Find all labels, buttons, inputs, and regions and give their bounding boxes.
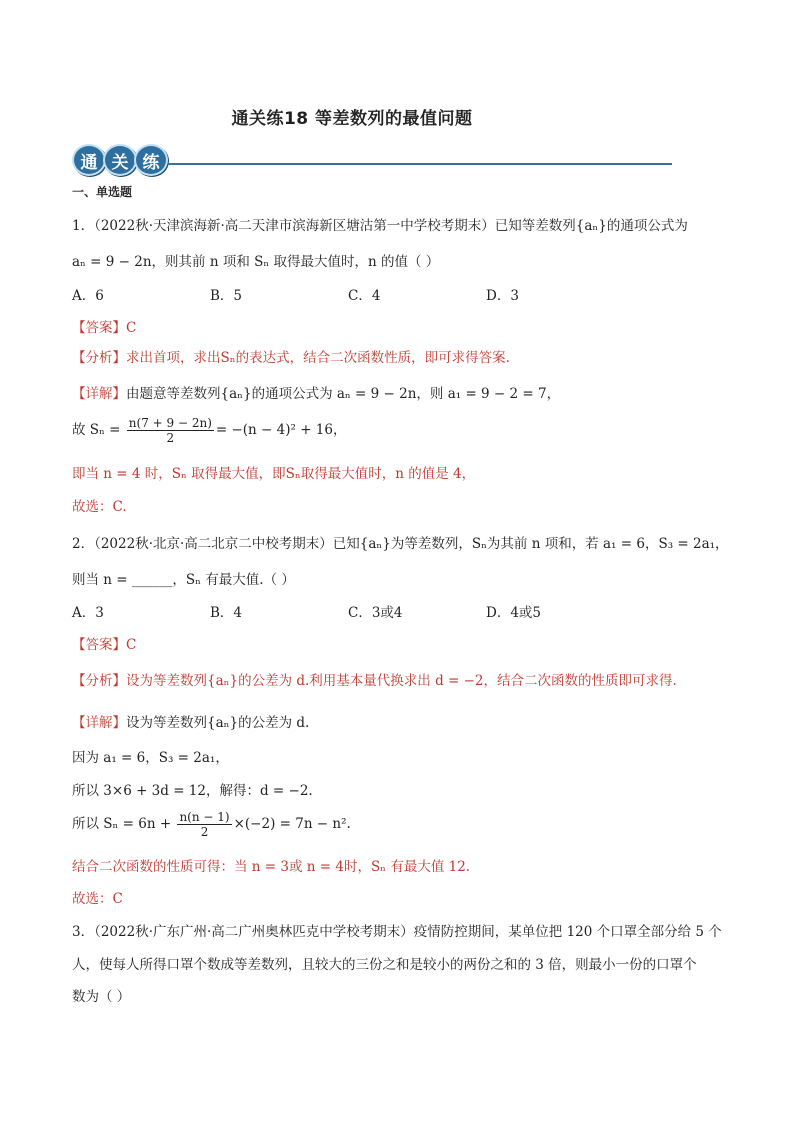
q2-step-2: 所以 3×6 + 3d = 12，解得：d = −2.	[72, 783, 313, 799]
formula-prefix: 所以 Sₙ = 6n +	[72, 816, 176, 832]
q2-stem-line-2: 则当 n = ______，Sₙ 有最大值.（ ）	[72, 572, 295, 588]
q1-option-d: D．3	[486, 288, 519, 304]
q3-stem-line-1: 3．（2022秋·广东广州·高二广州奥林匹克中学校考期末）疫情防控期间，某单位把 120 个口罩全部分给 5 个	[72, 924, 722, 940]
detail-text: 由题意等差数列{aₙ}的通项公式为 aₙ = 9 − 2n，则 a₁ = 9 − 2 = 7，	[126, 386, 561, 402]
q2-step-1: 因为 a₁ = 6，S₃ = 2a₁，	[72, 750, 229, 766]
q1-conclusion: 即当 n = 4 时，Sₙ 取得最大值，即Sₙ取得最大值时，n 的值是 4，	[72, 466, 476, 482]
fraction-numerator: n(n − 1)	[179, 810, 230, 824]
section-heading: 一、单选题	[72, 185, 133, 199]
q2-choose: 故选：C	[72, 891, 123, 907]
q1-detail	[72, 382, 560, 402]
fraction-numerator: n(7 + 9 − 2n)	[128, 416, 212, 430]
q1-sum-formula	[72, 416, 347, 445]
fraction-denominator: 2	[166, 431, 175, 445]
fraction-denominator: 2	[200, 825, 209, 839]
formula-rest: = −(n − 4)² + 16，	[215, 422, 347, 438]
q3-stem-line-3: 数为（ ）	[72, 989, 131, 1005]
badge-char-2: 关	[103, 144, 137, 176]
fraction	[177, 810, 231, 839]
detail-text: 设为等差数列{aₙ}的公差为 d.	[126, 715, 310, 731]
detail-tag: 【详解】	[72, 715, 126, 731]
section-badge	[72, 144, 165, 176]
answer-value: C	[126, 320, 137, 336]
q2-option-b: B．4	[210, 605, 243, 621]
q2-option-c: C．3或4	[348, 605, 403, 621]
q2-conclusion: 结合二次函数的性质可得：当 n = 3或 n = 4时，Sₙ 有最大值 12.	[72, 859, 471, 875]
page-title: 通关练18 等差数列的最值问题	[231, 109, 473, 129]
analysis-text: 设为等差数列{aₙ}的公差为 d.利用基本量代换求出 d = −2，结合二次函数的性质即可求得.	[126, 673, 677, 689]
header-rule	[168, 163, 672, 165]
q2-stem-line-1: 2．（2022秋·北京·高二北京二中校考期末）已知{aₙ}为等差数列，Sₙ为其前 n 项和，若 a₁ = 6，S₃ = 2a₁，	[72, 536, 729, 552]
analysis-tag: 【分析】	[72, 673, 126, 689]
analysis-text: 求出首项，求出Sₙ的表达式，结合二次函数性质，即可求得答案.	[126, 350, 510, 366]
q1-stem-line-2: aₙ = 9 − 2n，则其前 n 项和 Sₙ 取得最大值时，n 的值（ ）	[72, 254, 440, 270]
q1-option-b: B．5	[210, 288, 243, 304]
answer-tag: 【答案】	[72, 637, 126, 653]
analysis-tag: 【分析】	[72, 350, 126, 366]
detail-tag: 【详解】	[72, 386, 126, 402]
q2-analysis	[72, 669, 677, 689]
formula-prefix: 故 Sₙ =	[72, 422, 125, 438]
q2-step-3	[72, 810, 351, 839]
q1-option-a: A．6	[72, 288, 104, 304]
q1-answer	[72, 316, 136, 336]
q2-option-d: D．4或5	[486, 605, 542, 621]
formula-rest: ×(−2) = 7n − n².	[233, 816, 351, 832]
q2-option-a: A．3	[72, 605, 104, 621]
q1-analysis	[72, 346, 510, 366]
q2-answer	[72, 633, 136, 653]
q2-detail	[72, 711, 309, 731]
q1-choose: 故选：C.	[72, 499, 127, 515]
q3-stem-line-2: 人，使每人所得口罩个数成等差数列，且较大的三份之和是较小的两份之和的 3 倍，则最小一份的口罩个	[72, 957, 697, 973]
badge-char-3: 练	[134, 144, 168, 176]
q1-stem-line-1: 1．（2022秋·天津滨海新·高二天津市滨海新区塘沽第一中学校考期末）已知等差数列{aₙ}的通项公式为	[72, 218, 688, 234]
badge-char-1: 通	[72, 144, 106, 176]
answer-value: C	[126, 637, 137, 653]
q1-option-c: C．4	[348, 288, 381, 304]
fraction	[127, 416, 214, 445]
answer-tag: 【答案】	[72, 320, 126, 336]
